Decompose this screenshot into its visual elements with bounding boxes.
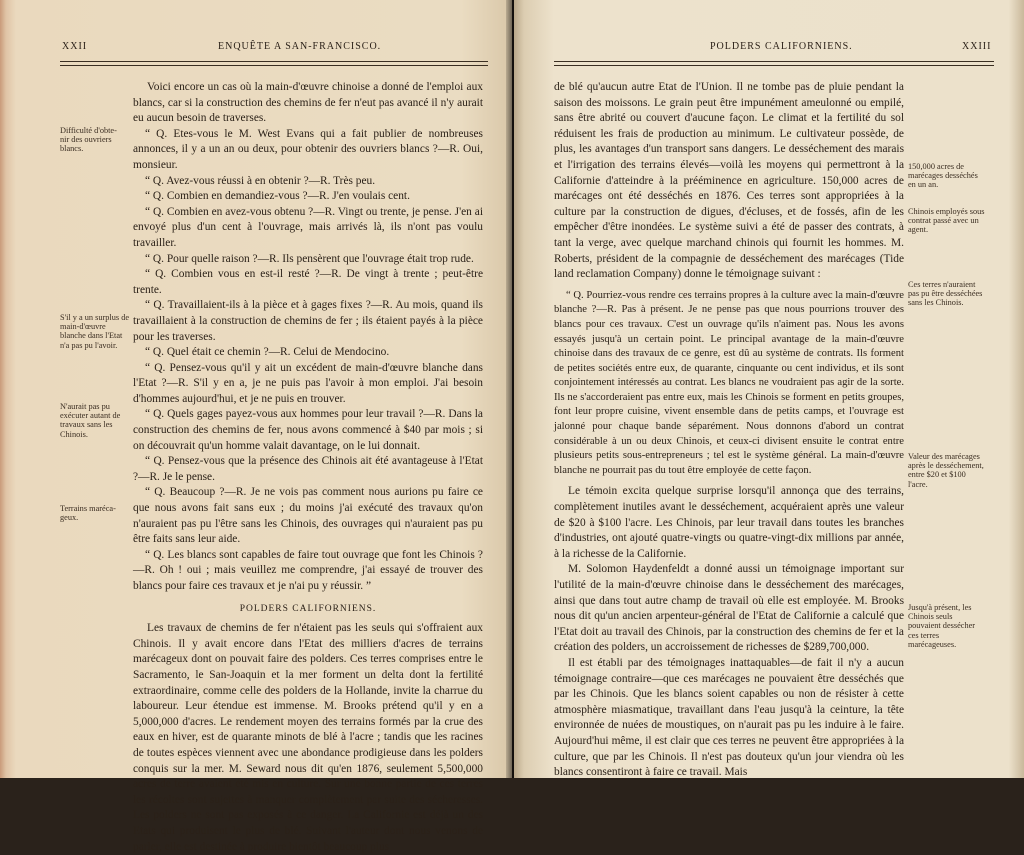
testimony-line: “ Q. Combien en avez-vous obtenu ?—R. Vingt ou trente, je pense. J'en ai envoyé plus d'un cent à l'ouvrage, mais arrivés là, ils n'ont pas voulu travailler. [133, 205, 483, 249]
testimony-line: “ Q. Travaillaient-ils à la pièce et à gages fixes ?—R. Au mois, quand ils travaillaient à la construction de chemins de fer ; ils étaient payés à la pièce pour les traverses. [133, 299, 483, 343]
side-note: Difficulté d'obte-nir des ouvriers blancs. [60, 126, 117, 154]
paragraph: M. Solomon Haydenfeldt a donné aussi un témoignage important sur l'utilité de la main-d'œuvre chinoise dans le desséchement des marécages, ainsi que dans tout autre champ de travail où elle est employée. M. Brooks nous dit qu'un ancien arpenteur-général de l'Etat de Californie a calculé que l'Etat doit au travail des Chinois, par la construction des chemins de fer et la création des polders, un accroissement de richesses de $289,700,000. [554, 563, 904, 654]
header-rule-right [554, 61, 994, 66]
quoted-testimony: “ Q. Pourriez-vous rendre ces terrains propres à la culture avec la main-d'œuvre blanche ?—R. Pas à présent. Je ne pense pas que nous pourrions trouver des blancs pour ces travaux. C'est un ouvrage qu'ils n'aiment pas. Nous les avons essayés jusqu'à un certain point. Le principal avantage de la main-d'œuvre chinoise dans des travaux de ce genre, est dû au système de contrats. Ils forment de petites sociétés entre eux, de quarante, cinquante ou cent individus, et ils sont conjointement intéressés au contrat. Les blancs ne voudraient pas agir de la sorte. Ils ne s'accorderaient pas entre eux, mais les Chinois se forment en petits groupes, font leur propre cuisine, vivent ensemble dans de petits camps, et l'ouvrage est jalonné pour chaque bande séparément. Nous donnons d'abord un contrat considérable à un ou deux Chinois, et ceux-ci divisent ensuite le contrat entre plusieurs petits sous-entrepreneurs ; tel est le système général. La main-d'œuvre blanche ne pourrait pas du tout être employée de cette façon. [554, 289, 904, 476]
paragraph: Les travaux de chemins de fer n'étaient pas les seuls qui s'offraient aux Chinois. Il y avait encore dans l'Etat des milliers d'acres de terrains marécageux dont on pouvait faire des polders. Ces terres comprises entre le Sacramento, le San-Joaquin et la mer forment un delta dont la fertilité extraordinaire, comme celle des polders de la Hollande, invite la charrue du laboureur. Leur étendue est immense. M. Brooks prétend qu'il y en a 5,000,000 d'acres. Le rendement moyen des terrains formés par la crue des eaux en hiver, est de quarante minots de blé à l'acre ; tandis que les racines de toutes espèces viennent avec une abondance prodigieuse dans les polders conquis sur la mer. M. Seward nous dit qu'en 1876, seulement 5,500,000 acres de terre avaient été mis en culture. Sur une bonne partie de ces terres les récoltes sont sujettes à manquer complètement par suite des sécheresses. Les polders ne sont pas exposés à ce danger. La Californie est déjà un des Etats qui produisent le plus de blé. Suivant l'auteur dont nous venons de parler, elle est destinée à produire bientôt beaucoup plus [133, 622, 483, 853]
testimony-line: “ Q. Pour quelle raison ?—R. Ils pensèrent que l'ouvrage était trop rude. [145, 252, 474, 265]
side-note: 150,000 acres de marécages desséchés en un an. [908, 162, 978, 190]
page-number-left: XXII [62, 41, 88, 52]
right-text-column [554, 80, 904, 781]
testimony-line: “ Q. Les blancs sont capables de faire tout ouvrage que font les Chinois ?—R. Oh ! oui ; mais veuillez me comprendre, j'ai essayé de trouver des blancs pour faire ces travaux et je n'ai pu y réussir. ” [133, 548, 483, 592]
side-note: Valeur des marécages après le desséchement, entre $20 et $100 l'acre. [908, 452, 984, 489]
side-note: Chinois employés sous contrat passé avec un agent. [908, 207, 985, 235]
testimony-line: “ Q. Pensez-vous qu'il y ait un excédent de main-d'œuvre blanche dans l'Etat ?—R. S'il y en a, je ne puis pas l'avoir à mon emploi. J'ai besoin d'hommes aujourd'hui, et je ne puis en trouver. [133, 361, 483, 405]
testimony-line: “ Q. Avez-vous réussi à en obtenir ?—R. Très peu. [145, 174, 376, 187]
paragraph: de blé qu'aucun autre Etat de l'Union. Il ne tombe pas de pluie pendant la saison des moissons. Le grain peut être impunément ameulonné ou empilé, sans être abrité ou couvert d'aucune façon. Le climat et la fertilité du sol réduisent les frais de production au minimum. Le cultivateur possède, de plus, les avantages d'un transport sans dangers. Le desséchement des marais et l'irrigation des terrains élevés—voilà les moyens qui permettront à la Californie d'atteindre à la prééminence en agriculture. 150,000 acres de marécages ont été desséchés en 1876. Ces terres sont appropriées à la culture par la construction de digues, d'écluses, et de fossés, afin de les empêcher d'être inondées. Le système suivi a été de passer des contrats, à tant la verge, avec quelque marchand chinois qui fournit les hommes. M. Roberts, président de la compagnie de desséchement des marécages (Tide land reclamation Company) donne le témoignage suivant : [554, 81, 904, 281]
testimony-line: “ Q. Etes-vous le M. West Evans qui a fait publier de nombreuses annonces, il y a un an ou deux, pour obtenir des ouvriers blancs ?—R. Oui, monsieur. [133, 127, 483, 171]
section-title: POLDERS CALIFORNIENS. [239, 603, 377, 614]
testimony-line: “ Q. Pensez-vous que la présence des Chinois ait été avantageuse à l'Etat ?—R. Je le pense. [133, 455, 483, 483]
left-page [0, 0, 512, 853]
page-number-right: XXIII [962, 41, 992, 52]
side-note: N'aurait pas pu exécuter autant de travaux sans les Chinois. [60, 402, 121, 439]
running-head-right: POLDERS CALIFORNIENS. [710, 41, 853, 52]
right-page [514, 0, 1024, 778]
testimony-line: “ Q. Beaucoup ?—R. Je ne vois pas comment nous aurions pu faire ce que nous avons fait sans eux ; du moins j'ai exécuté des travaux qu'on n'auraient pas pu l'être sans les Chinois, des ouvrages qui n'auraient pas pu être faits sans leur aide. [133, 486, 483, 546]
testimony-line: “ Q. Combien vous en est-il resté ?—R. De vingt à trente ; peut-être trente. [133, 268, 483, 296]
side-note: Jusqu'à présent, les Chinois seuls pouvaient dessécher ces terres marécageuses. [908, 603, 976, 649]
testimony-line: “ Q. Quels gages payez-vous aux hommes pour leur travail ?—R. Dans la construction des chemins de fer, nous avons commencé à $40 par mois ; si on découvrait qu'un homme valait davantage, on le lui donnait. [133, 408, 483, 452]
left-text-column [133, 80, 483, 855]
side-note: Ces terres n'auraient pas pu être desséchées sans les Chinois. [908, 280, 983, 308]
paragraph: Le témoin excita quelque surprise lorsqu'il annonça que des terrains, complètement inutiles avant le desséchement, acquéraient après une valeur de $20 à $100 l'acre. Les Chinois, par leur travail dans toutes les branches d'industries, ont ajouté quatre-vingts ou quatre-vingt-dix millions par année, à la richesse de la Californie. [554, 485, 904, 560]
header-rule-left [60, 61, 488, 66]
side-note: Terrains maréca-geux. [60, 504, 116, 523]
testimony-line: “ Q. Quel était ce chemin ?—R. Celui de Mendocino. [145, 346, 390, 359]
running-head-left: ENQUÊTE A SAN-FRANCISCO. [218, 41, 382, 52]
testimony-line: “ Q. Combien en demandiez-vous ?—R. J'en voulais cent. [145, 190, 410, 203]
paragraph: Il est établi par des témoignages inattaquables—de fait il n'y a aucun témoignage contraire—que ces marécages ne pouvaient être desséchés que par les Chinois. Que les blancs soient capables ou non de résister à cette atmosphère miasmatique, travaillant dans l'eau jusqu'à la ceinture, la tête environnée de nuées de moustiques, on n'aurait pas pu les induire à le faire. Aujourd'hui même, il est clair que ces terres ne peuvent être appropriées à la culture, que par les Chinois. Il n'est pas douteux qu'un jour viendra où les blancs consentiront à faire ce travail. Mais [554, 656, 904, 779]
paragraph: Voici encore un cas où la main-d'œuvre chinoise a donné de l'emploi aux blancs, car si la construction des chemins de fer n'eut pas avancé il n'y aurait eu aucun besoin de traverses. [133, 81, 483, 125]
side-note: S'il y a un surplus de main-d'œuvre blanche dans l'Etat n'a pas pu l'avoir. [60, 313, 130, 350]
